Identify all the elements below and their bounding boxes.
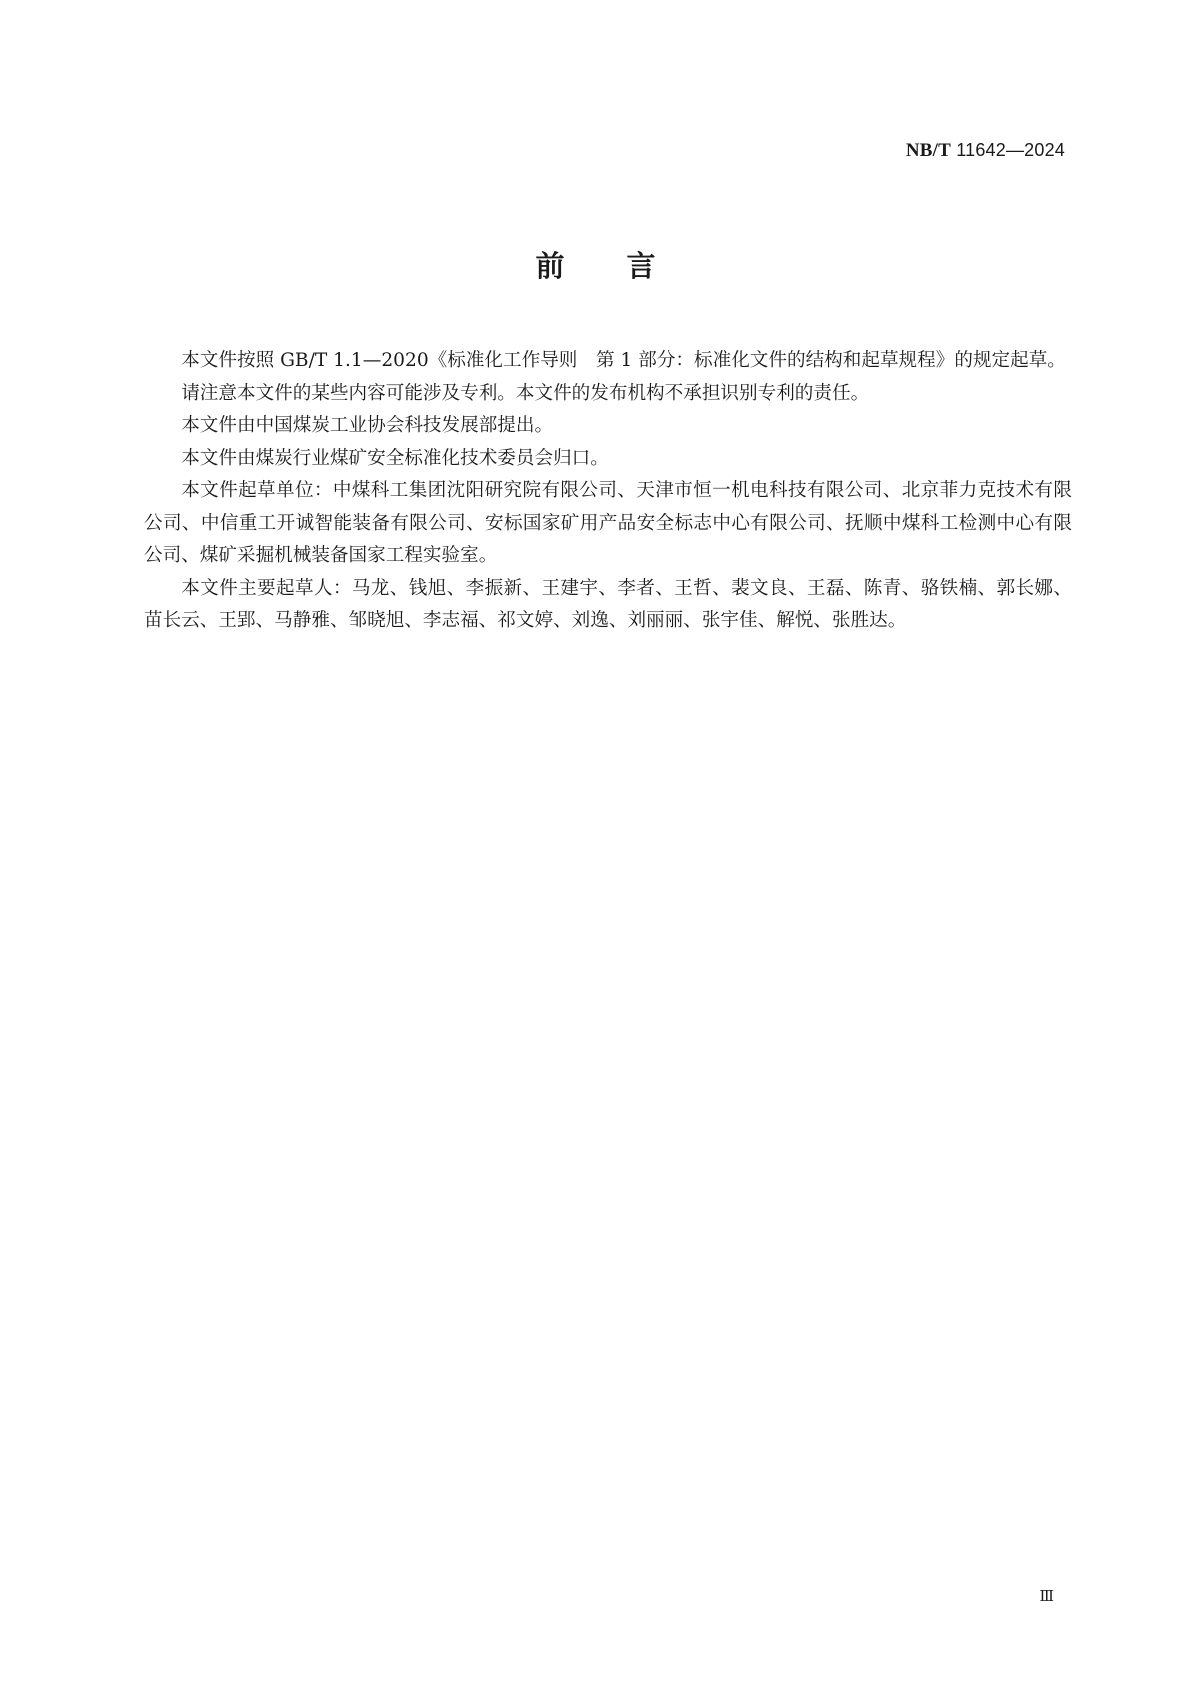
paragraph-technical-committee: 本文件由煤炭行业煤矿安全标准化技术委员会归口。 [181, 447, 609, 469]
paragraph-drafters: 本文件主要起草人：马龙、钱旭、李振新、王建宇、李者、王哲、裴文良、王磊、陈青、骆铁楠、郭长娜、苗长云、王郢、马静雅、邹晓旭、李志福、祁文婷、刘逸、刘丽丽、张宇佳、解悦、张胜达。 [144, 577, 1072, 631]
paragraph-drafting-rules: 本文件按照 GB/T 1.1—2020《标准化工作导则 第 1 部分：标准化文件的结构和起草规程》的规定起草。 [181, 350, 1066, 371]
foreword-body [144, 345, 1072, 638]
document-code-number: 11642—2024 [951, 140, 1065, 160]
paragraph-proposer: 本文件由中国煤炭工业协会科技发展部提出。 [181, 415, 554, 436]
paragraph-patent-notice: 请注意本文件的某些内容可能涉及专利。本文件的发布机构不承担识别专利的责任。 [181, 382, 870, 404]
paragraph-drafting-units: 本文件起草单位：中煤科工集团沈阳研究院有限公司、天津市恒一机电科技有限公司、北京菲力克技术有限公司、中信重工开诚智能装备有限公司、安标国家矿用产品安全标志中心有限公司、抚顺中煤科工检测中心有限公司、煤矿采掘机械装备国家工程实验室。 [144, 480, 1072, 566]
page-number: Ⅲ [1039, 1587, 1054, 1605]
page-title: 前言 [535, 249, 718, 283]
document-code-prefix: NB/T [905, 140, 952, 161]
document-code [906, 140, 1065, 162]
